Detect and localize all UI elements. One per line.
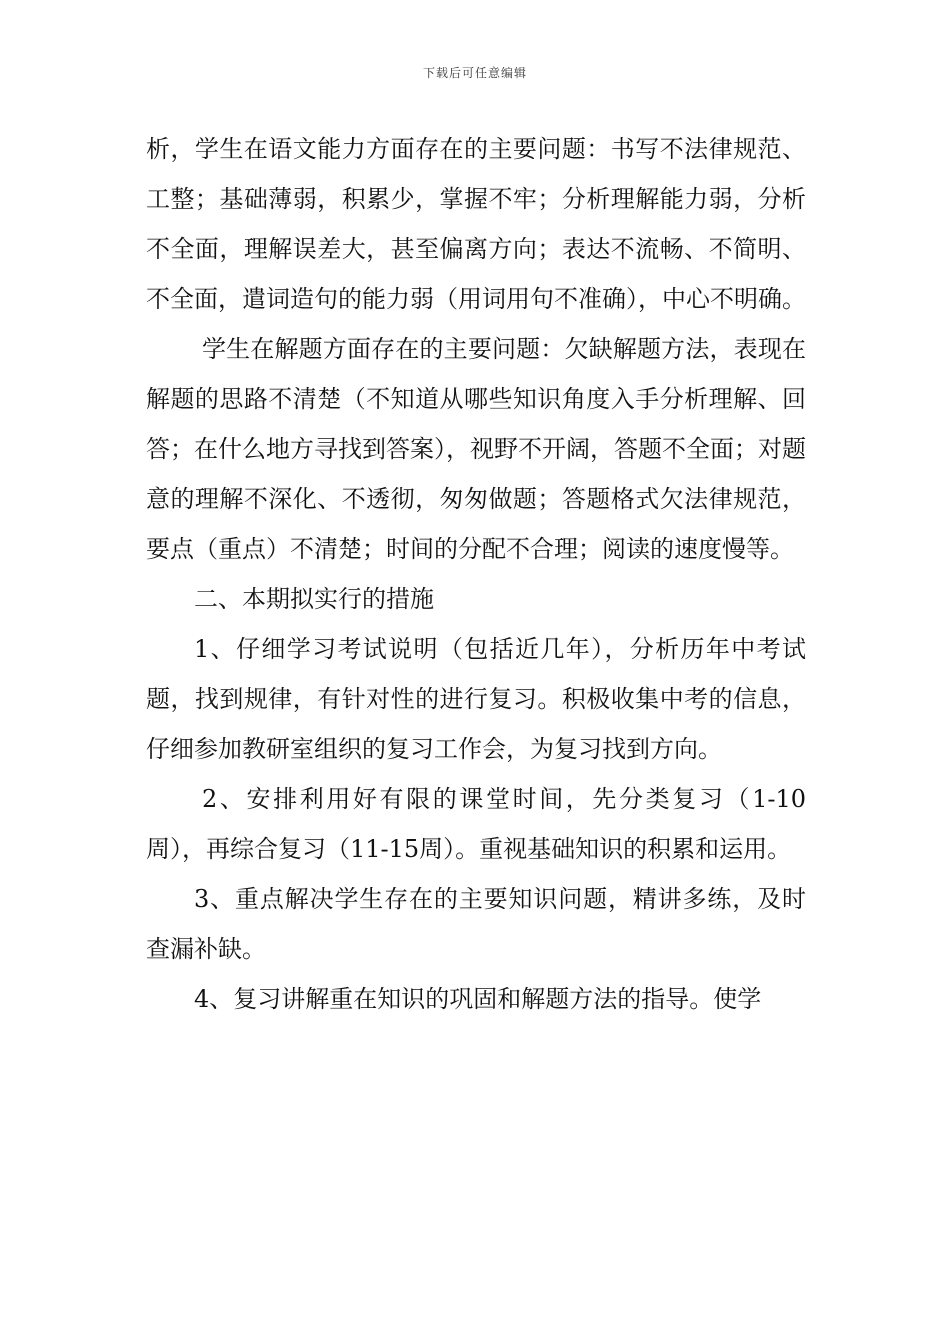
page-header: 下载后可任意编辑 (422, 66, 527, 80)
paragraph-measure-2: 2、安排利用好有限的课堂时间，先分类复习（1-10周），再综合复习（11-15周）。重视基础知识的积累和运用。 (146, 785, 806, 863)
paragraph-measure-4: 4、复习讲解重在知识的巩固和解题方法的指导。使学 (194, 985, 762, 1013)
paragraph-solving-problems: 学生在解题方面存在的主要问题：欠缺解题方法，表现在解题的思路不清楚（不知道从哪些知识角度入手分析理解、回答；在什么地方寻找到答案），视野不开阔，答题不全面；对题意的理解不深化、不透彻，匆匆做题；答题格式欠法律规范，要点（重点）不清楚；时间的分配不合理；阅读的速度慢等。 (146, 335, 806, 563)
document-body (146, 124, 806, 1024)
paragraph-measure-1: 1、仔细学习考试说明（包括近几年），分析历年中考试题，找到规律，有针对性的进行复习。积极收集中考的信息，仔细参加教研室组织的复习工作会，为复习找到方向。 (146, 635, 806, 763)
paragraph-language-problems: 析，学生在语文能力方面存在的主要问题：书写不法律规范、工整；基础薄弱，积累少，掌握不牢；分析理解能力弱，分析不全面，理解误差大，甚至偏离方向；表达不流畅、不简明、不全面，遣词造句的能力弱（用词用句不准确），中心不明确。 (146, 135, 806, 313)
section-heading-measures: 二、本期拟实行的措施 (194, 585, 434, 613)
paragraph-measure-3: 3、重点解决学生存在的主要知识问题，精讲多练，及时查漏补缺。 (146, 885, 806, 963)
